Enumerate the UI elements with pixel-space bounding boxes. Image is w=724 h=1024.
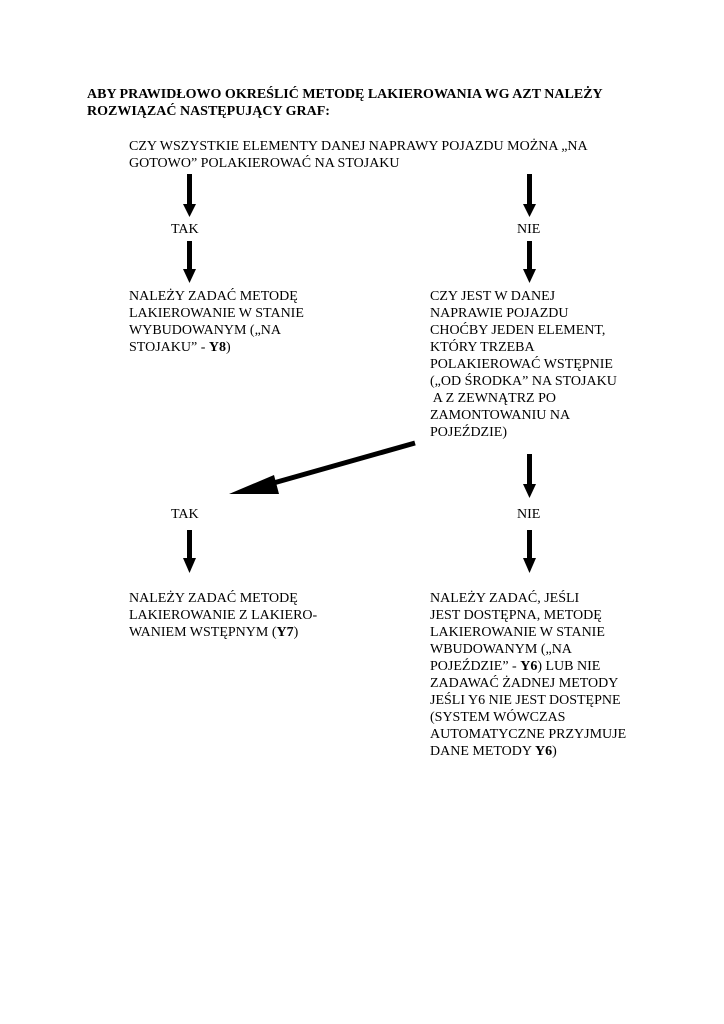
arrow-down-q1-yes bbox=[183, 174, 196, 217]
arrow-down-q2-no bbox=[523, 454, 536, 498]
arrow-down-to-question-2 bbox=[523, 241, 536, 283]
result-y6-code-a: Y6 bbox=[520, 659, 538, 674]
result-y6-suffix: ) bbox=[552, 744, 557, 759]
result-y6-text-a: NALEŻY ZADAĆ, JEŚLI JEST DOSTĘPNA, METODĘ LAKIEROWANIE W STANIE WBUDOWANYM („NA POJEŹDZIE” - bbox=[430, 591, 605, 674]
result-y6-code-b: Y6 bbox=[535, 744, 553, 759]
branch-2-no-label: NIE bbox=[517, 507, 541, 522]
arrow-down-to-y8 bbox=[183, 241, 196, 283]
question-1-box: CZY WSZYSTKIE ELEMENTY DANEJ NAPRAWY POJAZDU MOŻNA „NA GOTOWO” POLAKIEROWAĆ NA STOJAKU bbox=[129, 139, 588, 171]
result-y7-text: NALEŻY ZADAĆ METODĘ LAKIEROWANIE Z LAKIERO- WANIEM WSTĘPNYM ( bbox=[129, 591, 318, 640]
result-y8-text: NALEŻY ZADAĆ METODĘ LAKIEROWANIE W STANIE WYBUDOWANYM („NA STOJAKU” - bbox=[129, 289, 304, 355]
branch-1-no-label: NIE bbox=[517, 222, 541, 237]
page-heading: ABY PRAWIDŁOWO OKREŚLIĆ METODĘ LAKIEROWANIA WG AZT NALEŻY ROZWIĄZAĆ NASTĘPUJĄCY GRAF: bbox=[87, 87, 603, 119]
arrow-diagonal-q2-yes bbox=[229, 443, 415, 494]
arrow-down-to-y6 bbox=[523, 530, 536, 573]
result-y8-code: Y8 bbox=[208, 340, 226, 355]
branch-2-yes-label: TAK bbox=[171, 507, 199, 522]
result-y6-text-b: ) LUB NIE ZADAWAĆ ŻADNEJ METODY JEŚLI Y6 NIE JEST DOSTĘPNE (SYSTEM WÓWCZAS AUTOMATYCZNE PRZYJMUJE DANE METODY bbox=[430, 659, 627, 759]
result-y7-suffix: ) bbox=[293, 625, 299, 640]
result-y8-suffix: ) bbox=[225, 340, 231, 355]
arrow-down-q1-no bbox=[523, 174, 536, 217]
arrow-down-to-y7 bbox=[183, 530, 196, 573]
branch-1-yes-label: TAK bbox=[171, 222, 199, 237]
question-2-box: CZY JEST W DANEJ NAPRAWIE POJAZDU CHOĆBY JEDEN ELEMENT, KTÓRY TRZEBA POLAKIEROWAĆ WSTĘPNIE („OD ŚRODKA” NA STOJAKU A Z ZEWNĄTRZ PO ZAMONTOWANIU NA POJEŹDZIE) bbox=[430, 289, 617, 440]
result-y7-code: Y7 bbox=[276, 625, 294, 640]
